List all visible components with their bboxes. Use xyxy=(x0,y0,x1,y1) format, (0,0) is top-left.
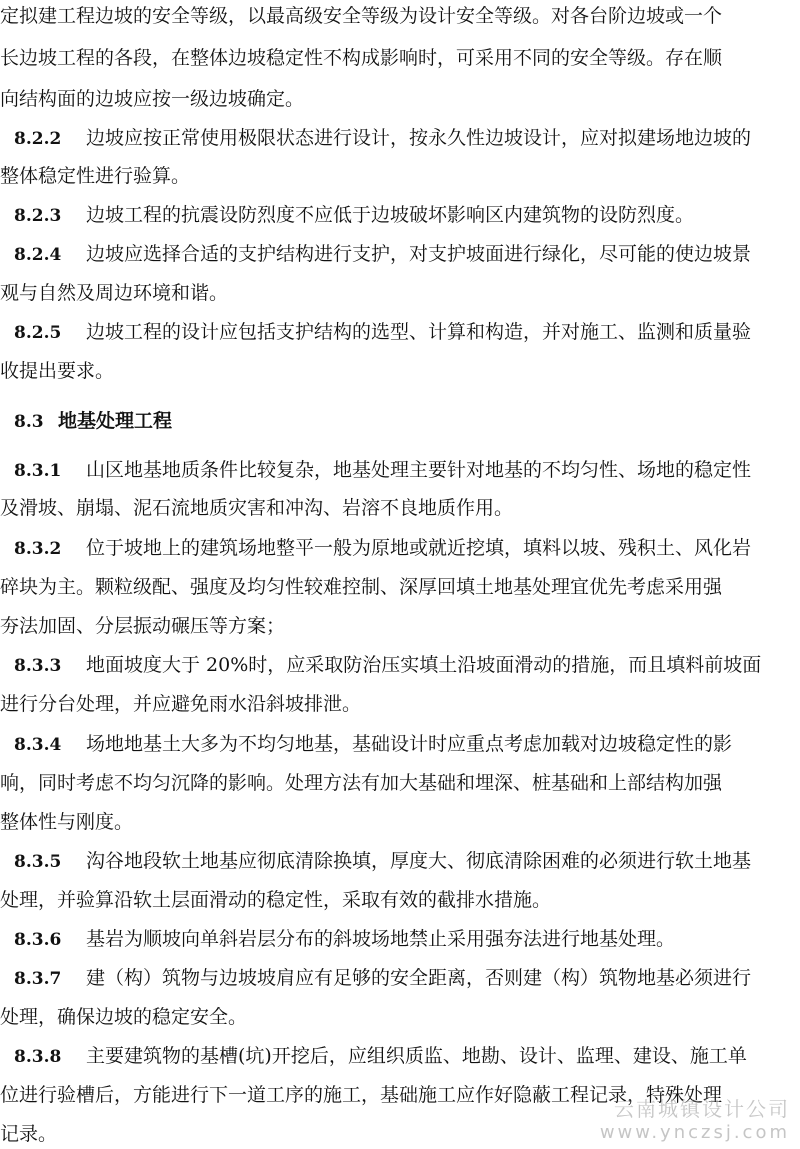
section-heading-8-3 xyxy=(0,408,800,435)
clause-8-3-5 xyxy=(0,848,800,875)
watermark-url: www.ynczsj.com xyxy=(599,1122,790,1143)
clause-number: 8.2.3 xyxy=(14,206,62,226)
clause-text: 主要建筑物的基槽(坑)开挖后，应组织质监、地勘、设计、监理、建设、施工单 xyxy=(86,1045,747,1067)
watermark-text: 云南城镇设计公司 xyxy=(614,1097,790,1121)
text-line: 处理，确保边坡的稳定安全。 xyxy=(0,1006,248,1028)
section-title: 地基处理工程 xyxy=(58,410,173,432)
text-line: 处理，并验算沿软土层面滑动的稳定性，采取有效的截排水措施。 xyxy=(0,889,552,911)
text-line: 向结构面的边坡应按一级边坡确定。 xyxy=(0,88,305,110)
clause-number: 8.2.4 xyxy=(14,245,62,265)
text-line: 夯法加固、分层振动碾压等方案； xyxy=(0,615,286,637)
clause-number: 8.3.5 xyxy=(14,852,62,872)
text-line: 碎块为主。颗粒级配、强度及均匀性较难控制、深厚回填土地基处理宜优先考虑采用强 xyxy=(0,576,723,598)
clause-number: 8.3.3 xyxy=(14,656,62,676)
clause-number: 8.3.2 xyxy=(14,539,62,559)
clause-number: 8.3.8 xyxy=(14,1047,62,1067)
text-line: 观与自然及周边环境和谐。 xyxy=(0,282,229,304)
clause-8-3-7 xyxy=(0,965,800,992)
clause-text: 边坡工程的抗震设防烈度不应低于边坡破坏影响区内建筑物的设防烈度。 xyxy=(86,204,695,226)
clause-8-3-2 xyxy=(0,535,800,562)
clause-text: 山区地基地质条件比较复杂，地基处理主要针对地基的不均匀性、场地的稳定性 xyxy=(86,459,752,481)
text-line: 收提出要求。 xyxy=(0,360,115,382)
clause-8-2-2 xyxy=(0,125,800,152)
clause-number: 8.3.4 xyxy=(14,735,62,755)
clause-text: 边坡应按正常使用极限状态进行设计，按永久性边坡设计，应对拟建场地边坡的 xyxy=(86,127,752,149)
clause-text: 边坡应选择合适的支护结构进行支护，对支护坡面进行绿化，尽可能的使边坡景 xyxy=(86,243,752,265)
clause-8-3-4 xyxy=(0,731,800,758)
clause-8-3-8 xyxy=(0,1043,800,1070)
text-line: 及滑坡、崩塌、泥石流地质灾害和冲沟、岩溶不良地质作用。 xyxy=(0,497,514,519)
watermark xyxy=(600,1093,790,1143)
clause-8-3-1 xyxy=(0,457,800,484)
clause-8-2-3 xyxy=(0,202,800,229)
text-line: 位进行验槽后，方能进行下一道工序的施工，基础施工应作好隐蔽工程记录，特殊处理 xyxy=(0,1084,723,1106)
clause-text: 沟谷地段软土地基应彻底清除换填，厚度大、彻底清除困难的必须进行软土地基 xyxy=(86,850,752,872)
clause-number: 8.3.1 xyxy=(14,461,62,481)
clause-text: 地面坡度大于 20%时，应采取防治压实填土沿坡面滑动的措施，而且填料前坡面 xyxy=(86,654,762,676)
text-line: 记录。 xyxy=(0,1123,58,1145)
clause-text: 位于坡地上的建筑场地整平一般为原地或就近挖填，填料以坡、残积土、风化岩 xyxy=(86,537,752,559)
clause-number: 8.3.7 xyxy=(14,969,62,989)
clause-text: 建（构）筑物与边坡坡肩应有足够的安全距离，否则建（构）筑物地基必须进行 xyxy=(86,967,752,989)
clause-number: 8.2.2 xyxy=(14,129,62,149)
text-line: 整体性与刚度。 xyxy=(0,811,134,833)
clause-text: 场地地基土大多为不均匀地基，基础设计时应重点考虑加载对边坡稳定性的影 xyxy=(86,733,733,755)
clause-8-3-6 xyxy=(0,926,800,953)
clause-text: 基岩为顺坡向单斜岩层分布的斜坡场地禁止采用强夯法进行地基处理。 xyxy=(86,928,676,950)
text-line: 整体稳定性进行验算。 xyxy=(0,165,191,187)
text-line: 长边坡工程的各段，在整体边坡稳定性不构成影响时，可采用不同的安全等级。存在顺 xyxy=(0,47,723,69)
clause-8-2-4 xyxy=(0,241,800,268)
clause-number: 8.3.6 xyxy=(14,930,62,950)
clause-8-3-3 xyxy=(0,652,800,679)
clause-number: 8.2.5 xyxy=(14,323,62,343)
text-line: 进行分台处理，并应避免雨水沿斜坡排泄。 xyxy=(0,693,362,715)
clause-8-2-5 xyxy=(0,319,800,346)
text-line: 响，同时考虑不均匀沉降的影响。处理方法有加大基础和埋深、桩基础和上部结构加强 xyxy=(0,772,723,794)
text-line: 定拟建工程边坡的安全等级，以最高级安全等级为设计安全等级。对各台阶边坡或一个 xyxy=(0,5,723,27)
section-number: 8.3 xyxy=(14,412,44,432)
clause-text: 边坡工程的设计应包括支护结构的选型、计算和构造，并对施工、监测和质量验 xyxy=(86,321,752,343)
